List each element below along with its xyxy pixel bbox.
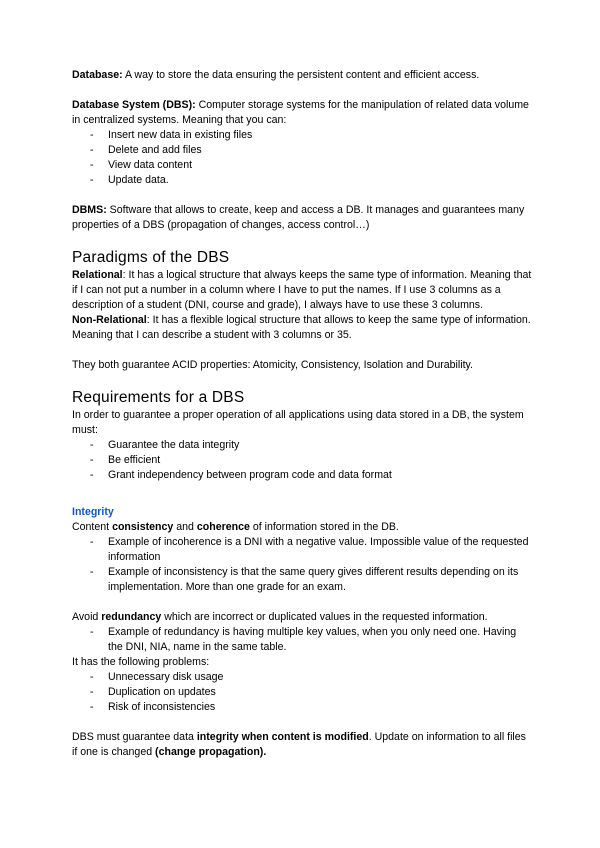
list-item: - Delete and add files <box>72 143 532 158</box>
database-term: Database: <box>72 69 123 81</box>
list-item: - Insert new data in existing files <box>72 128 532 143</box>
dbms-def: Software that allows to create, keep and access a DB. It manages and guarantees many properties of a DBS (propagation of changes, access control…) <box>72 204 525 231</box>
database-definition <box>72 68 532 83</box>
list-item: - Example of inconsistency is that the same query gives different results depending on its implementation. More than one grade for an exam. <box>72 565 532 595</box>
conclusion-text: DBS must guarantee data <box>72 731 197 743</box>
redundancy-example-list <box>72 625 532 655</box>
list-item: - Risk of inconsistencies <box>72 700 532 715</box>
integrity-intro <box>72 520 532 535</box>
change-propagation-term: (change propagation). <box>155 746 267 758</box>
problems-list <box>72 670 532 715</box>
list-item: - Guarantee the data integrity <box>72 438 532 453</box>
requirements-intro: In order to guarantee a proper operation of all applications using data stored in a DB, the system must: <box>72 409 524 436</box>
redundancy-term: redundancy <box>101 611 162 623</box>
redundancy-text: which are incorrect or duplicated values in the requested information. <box>161 611 488 623</box>
relational-definition <box>72 268 532 313</box>
dbs-definition <box>72 98 532 128</box>
list-item: - Example of redundancy is having multiple key values, when you only need one. Having the DNI, NIA, name in the same table. <box>72 625 532 655</box>
dbs-def: Computer storage systems for the manipulation of related data volume in centralized systems. Meaning that you can: <box>72 99 529 126</box>
requirements-list <box>72 438 532 483</box>
redundancy-text: Avoid <box>72 611 102 623</box>
paradigms-heading: Paradigms of the DBS <box>72 249 230 266</box>
relational-def: : It has a logical structure that always keeps the same type of information. Meaning that if I can not put a number in a column where I have to put the names. If I use 3 columns as a description of a student (DNI, course and grade), I always have to use these 3 columns. <box>72 269 532 311</box>
dbs-capabilities-list <box>72 128 532 188</box>
integrity-intro-text: and <box>173 521 197 533</box>
integrity-intro-text: Content <box>72 521 113 533</box>
dbs-term: Database System (DBS): <box>72 99 196 111</box>
list-item: - Be efficient <box>72 453 532 468</box>
nonrelational-term: Non-Relational <box>72 314 147 326</box>
list-item: - Grant independency between program code and data format <box>72 468 532 483</box>
nonrelational-definition <box>72 313 532 343</box>
consistency-term: consistency <box>112 521 174 533</box>
dbms-term: DBMS: <box>72 204 107 216</box>
dbms-definition <box>72 203 532 233</box>
acid-statement: They both guarantee ACID properties: Atomicity, Consistency, Isolation and Durability. <box>72 359 473 371</box>
document-page <box>72 68 532 760</box>
coherence-term: coherence <box>196 521 250 533</box>
integrity-examples-list <box>72 535 532 595</box>
redundancy-statement <box>72 610 532 625</box>
integrity-conclusion <box>72 730 532 760</box>
list-item: - Duplication on updates <box>72 685 532 700</box>
integrity-modified-term: integrity when content is modified <box>196 731 369 743</box>
database-def: A way to store the data ensuring the persistent content and efficient access. <box>122 69 480 81</box>
list-item: - Update data. <box>72 173 532 188</box>
relational-term: Relational <box>72 269 123 281</box>
conclusion-text: . Update on information to all files if one is changed <box>72 731 526 758</box>
integrity-heading: Integrity <box>72 506 114 518</box>
requirements-heading: Requirements for a DBS <box>72 389 245 406</box>
list-item: - Unnecessary disk usage <box>72 670 532 685</box>
list-item: - View data content <box>72 158 532 173</box>
nonrelational-def: : It has a flexible logical structure that allows to keep the same type of information. Meaning that I can describe a student with 3 columns or 35. <box>72 314 531 341</box>
list-item: - Example of incoherence is a DNI with a negative value. Impossible value of the requested information <box>72 535 532 565</box>
problems-intro: It has the following problems: <box>72 656 210 668</box>
integrity-intro-text: of information stored in the DB. <box>249 521 399 533</box>
